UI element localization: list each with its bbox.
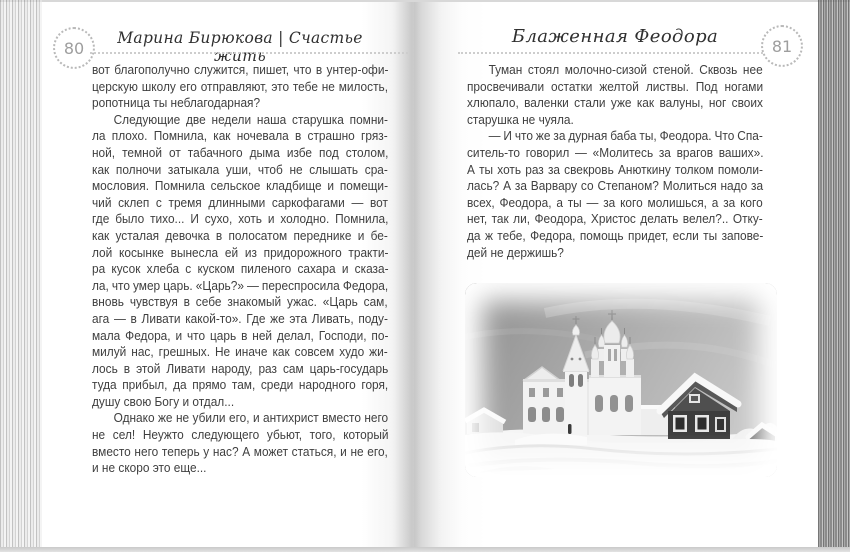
text-line: ла, что умер царь. «Царь?» — переспросила Федора, <box>92 277 389 293</box>
text-line: просвечивали остатки желтой листвы. Под ногами <box>467 78 764 94</box>
text-line: мала Федора, и что царь в ней делал, Господи, по- <box>92 327 389 343</box>
text-line: лой косынке вынесла ей из придорожного тракти- <box>92 244 389 260</box>
running-header-right: Блаженная Феодора <box>511 26 719 47</box>
text-line: мословия. Помнила сельское кладбище и помещи- <box>92 178 389 194</box>
text-line: — И что же за дурная баба ты, Феодора. Что Спа- <box>488 128 763 144</box>
text-line: где было тихо... И сухо, хоть и холодно. Помнила, <box>92 211 389 227</box>
text-line: как усталая девочка в полосатом переднике и бе- <box>92 227 388 243</box>
text-line: чий склеп с тремя длинными саркофагами — вот <box>92 194 388 210</box>
text-line: да ж тебе, Федора, помощь придет, если ты запове- <box>467 227 764 243</box>
running-header-left: Марина Бирюкова | Счастье жить <box>117 29 363 65</box>
page-edges-right <box>818 0 850 552</box>
text-line: ситель-то говорил — «Молитесь за врагов ваших». <box>467 144 764 160</box>
text-line: ропотница ты неблагодарная? <box>92 95 261 111</box>
text-line: как полночи затыкала уши, чтоб не слышать сра- <box>92 161 388 177</box>
text-line: ага — в Ливати какой-то». Где же эта Ливать, поду- <box>92 310 388 326</box>
page-number-left-value: 80 <box>63 38 85 58</box>
text-line: туда прибыл, да прямо там, среди народного горя, <box>92 377 389 393</box>
left-page-text <box>92 62 388 477</box>
text-line: ной, темной от табачного дыма избе под столом, <box>92 144 389 160</box>
text-line: Однако же не убили его, и антихрист вместо него <box>113 410 389 426</box>
text-line: Туман стоял молочно-сизой стеной. Сквозь нее <box>488 62 763 77</box>
text-line: А ты хоть раз за свекровь Анюткину толком помоли- <box>467 161 763 177</box>
text-line: старушка не чуяла. <box>467 111 574 127</box>
text-line: душу свою Богу и отдал... <box>92 393 235 409</box>
page-number-left <box>53 27 95 69</box>
text-line: вот благополучно служится, пишет, что в унтер-офи- <box>92 62 389 77</box>
text-line: церскую школу его отправляют, это тебе не милость, <box>92 78 389 94</box>
text-line: дей не держишь? <box>467 244 564 260</box>
text-line: нет, так ли, Феодора, Христос делать велел?.. Отку- <box>467 211 763 227</box>
text-line: вместо него теперь у нас? А может статься, и не его, <box>92 443 388 459</box>
text-line: ла плохо. Помнила, как ночевала в страшно гряз- <box>92 128 388 144</box>
bottom-page-edge <box>0 547 850 552</box>
page-edges-left <box>0 0 42 552</box>
text-line: не сел! Неужто следующего убьют, того, который <box>92 427 389 443</box>
church-illustration <box>465 283 777 477</box>
text-line: всех, Феодора, а ты — за кого молишься, а за кого <box>467 194 763 210</box>
text-line: вновь чувствуя в себе знакомый ужас. «Царь сам, <box>92 294 388 310</box>
text-line: хлюпало, валенки стали уже как валуны, ног своих <box>467 95 763 111</box>
dotted-rule-right <box>458 52 763 54</box>
text-line: лась? А за Варвару со Степаном? Молиться надо за <box>467 178 764 194</box>
top-shadow <box>0 0 850 2</box>
right-page-text <box>467 62 763 261</box>
text-line: лось в этой Ливати народу, раз сам царь-государь <box>92 360 389 376</box>
dotted-rule-left <box>90 52 408 54</box>
text-line: Следующие две недели наша старушка помни- <box>113 111 388 127</box>
page-number-right <box>761 25 803 67</box>
church-illustration-svg <box>465 283 777 477</box>
text-line: милуй нас, грешных. Не иначе как совсем худо жи- <box>92 344 388 360</box>
page-number-right-value: 81 <box>771 36 793 56</box>
text-line: ра кусок хлеба с куском пиленого сахара и сказа- <box>92 261 389 277</box>
text-line: и не скоро это еще... <box>92 460 207 476</box>
